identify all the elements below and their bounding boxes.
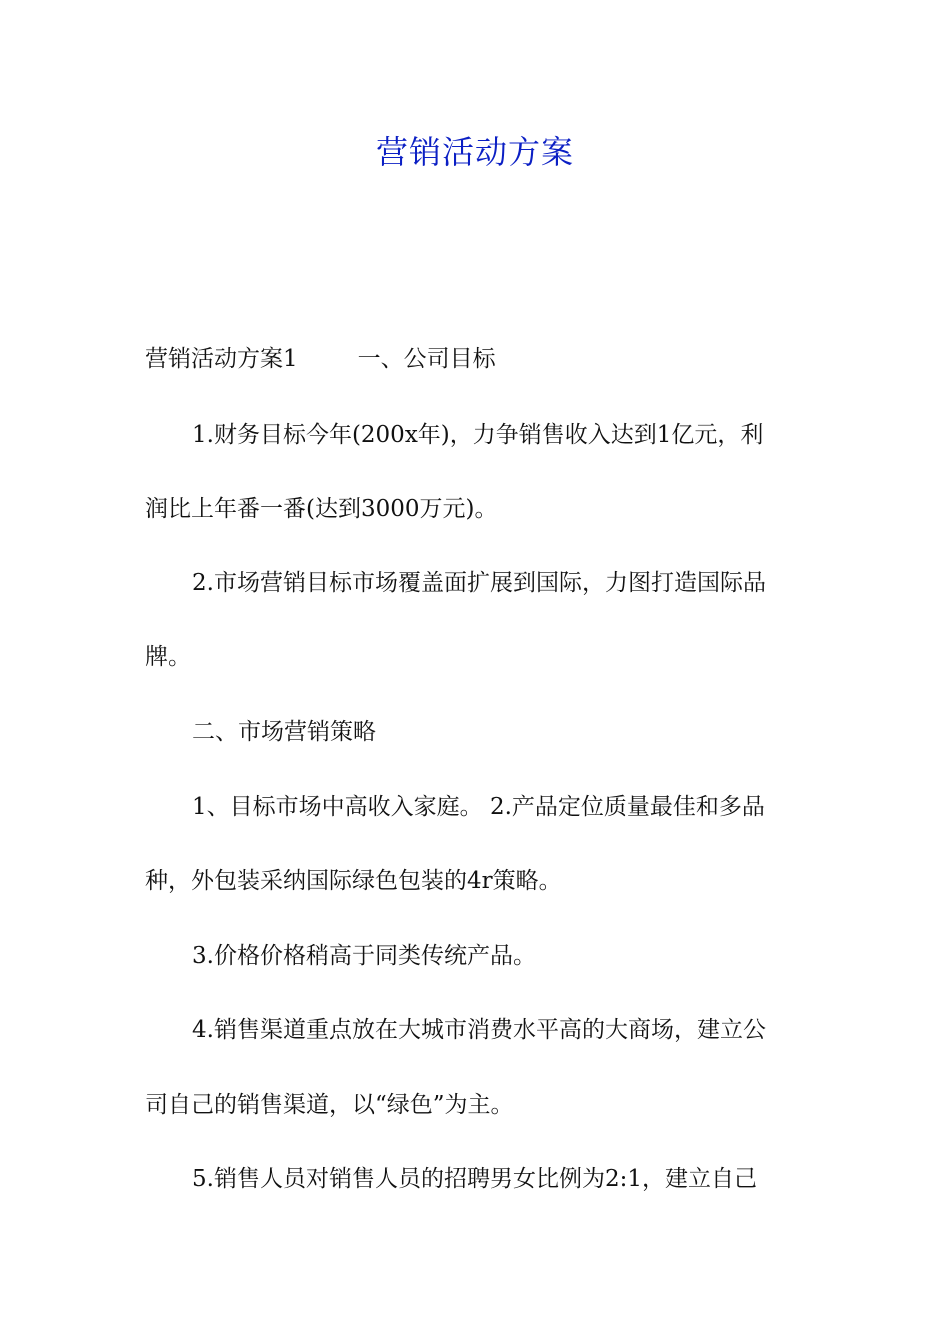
paragraph-line: 种，外包装采纳国际绿色包装的4r策略。	[145, 868, 562, 894]
section-heading-line	[145, 342, 815, 376]
paragraph-line: 润比上年番一番(达到3000万元)。	[145, 496, 498, 522]
paragraph-line: 5.销售人员对销售人员的招聘男女比例为2:1，建立自己	[192, 1166, 757, 1192]
paragraph-line: 1.财务目标今年(200x年)，力争销售收入达到1亿元，利	[192, 422, 764, 448]
plan-heading: 营销活动方案1	[145, 346, 298, 372]
paragraph-line: 4.销售渠道重点放在大城市消费水平高的大商场，建立公	[192, 1017, 766, 1043]
section-heading: 二、市场营销策略	[192, 719, 376, 745]
paragraph-line: 2.市场营销目标市场覆盖面扩展到国际，力图打造国际品	[192, 570, 766, 596]
paragraph-line: 牌。	[145, 644, 191, 670]
paragraph-line: 1、目标市场中高收入家庭。 2.产品定位质量最佳和多品	[192, 794, 765, 820]
company-goals-heading: 一、公司目标	[357, 346, 496, 372]
paragraph-line: 3.价格价格稍高于同类传统产品。	[192, 943, 536, 969]
document-title: 营销活动方案	[375, 133, 574, 171]
paragraph-line: 司自己的销售渠道，以“绿色”为主。	[145, 1092, 514, 1118]
